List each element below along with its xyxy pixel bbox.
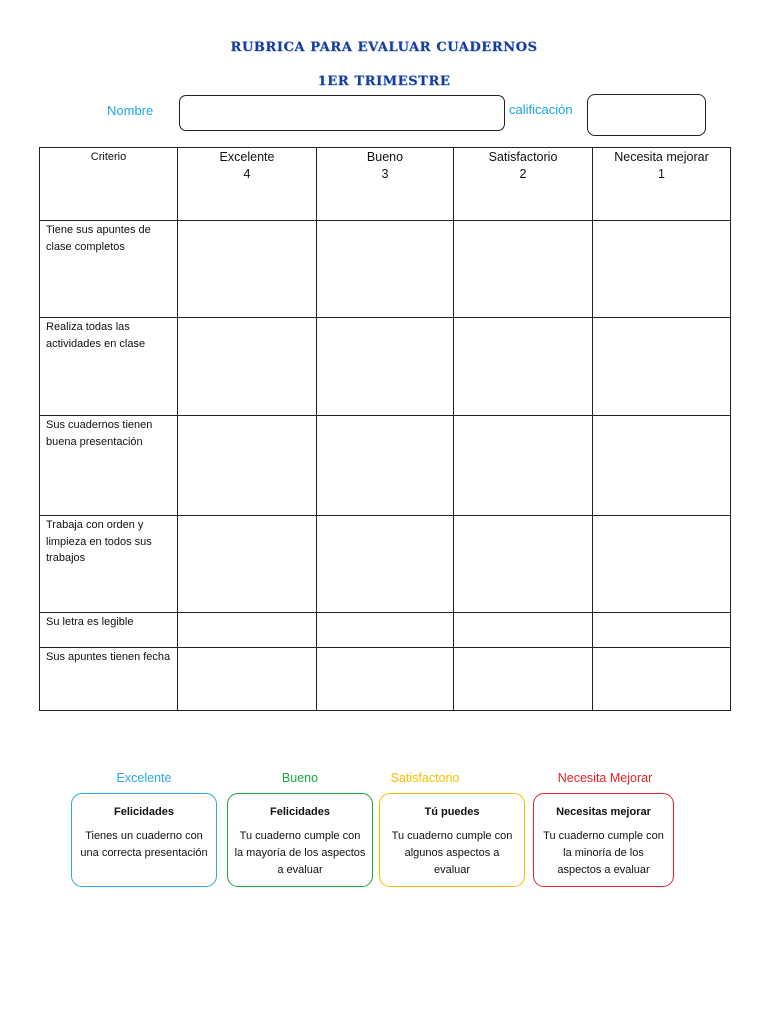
rating-cell[interactable] xyxy=(178,416,317,516)
level-score: 4 xyxy=(243,167,251,181)
table-row xyxy=(40,613,731,648)
level-header xyxy=(593,148,731,221)
level-score: 1 xyxy=(658,167,665,181)
level-name: Bueno xyxy=(366,150,404,164)
rating-cell[interactable] xyxy=(178,516,317,613)
rating-cell[interactable] xyxy=(317,416,454,516)
criterion-cell: Sus cuadernos tienen buena presentación xyxy=(40,416,178,516)
rating-cell[interactable] xyxy=(178,221,317,318)
rating-cell[interactable] xyxy=(593,416,731,516)
rating-cell[interactable] xyxy=(178,648,317,711)
legend-card-bueno xyxy=(227,793,373,887)
legend-card-text: Tu cuaderno cumple con la mayoría de los aspectos a evaluar xyxy=(234,830,366,876)
rating-cell[interactable] xyxy=(593,516,731,613)
legend-card-text: Tu cuaderno cumple con algunos aspectos a evaluar xyxy=(391,830,513,876)
legend-card-necesita-mejorar xyxy=(533,793,674,887)
table-row xyxy=(40,221,731,318)
table-row xyxy=(40,648,731,711)
table-row xyxy=(40,416,731,516)
rating-cell[interactable] xyxy=(317,648,454,711)
table-row xyxy=(40,516,731,613)
legend-card-text: Tu cuaderno cumple con la minoría de los aspectos a evaluar xyxy=(543,830,664,876)
legend-card-title: Necesitas mejorar xyxy=(556,806,651,818)
rating-cell[interactable] xyxy=(454,318,593,416)
legend-card-title: Felicidades xyxy=(270,806,330,818)
rating-cell[interactable] xyxy=(178,318,317,416)
rating-cell[interactable] xyxy=(317,221,454,318)
rating-cell[interactable] xyxy=(454,221,593,318)
level-score: 2 xyxy=(519,167,527,181)
legend-label-excelente: Excelente xyxy=(116,771,172,785)
rating-cell[interactable] xyxy=(454,648,593,711)
legend-card-title: Tú puedes xyxy=(424,806,480,818)
rating-cell[interactable] xyxy=(593,648,731,711)
level-name: Satisfactorio xyxy=(488,150,558,164)
legend-card-title: Felicidades xyxy=(114,806,174,818)
rubric-table xyxy=(39,147,731,711)
rating-cell[interactable] xyxy=(317,613,454,648)
criterion-cell: Tiene sus apuntes de clase completos xyxy=(40,221,178,318)
criterion-cell: Sus apuntes tienen fecha xyxy=(40,648,178,711)
rating-cell[interactable] xyxy=(593,613,731,648)
legend-card-text: Tienes un cuaderno con una correcta presentación xyxy=(80,830,208,859)
legend-label-necesita-mejorar: Necesita Mejorar xyxy=(557,771,653,785)
legend-label-satisfactorio: Satisfactorio xyxy=(390,771,460,785)
rating-cell[interactable] xyxy=(454,613,593,648)
table-header-row xyxy=(40,148,731,221)
level-score: 3 xyxy=(381,167,389,181)
name-label: Nombre xyxy=(107,103,154,118)
rating-cell[interactable] xyxy=(593,221,731,318)
level-header xyxy=(178,148,317,221)
level-header xyxy=(454,148,593,221)
criterion-cell: Su letra es legible xyxy=(40,613,178,648)
name-field[interactable] xyxy=(179,95,505,131)
page-title: RUBRICA PARA EVALUAR CUADERNOS xyxy=(230,40,538,55)
criterion-cell: Realiza todas las actividades en clase xyxy=(40,318,178,416)
rating-cell[interactable] xyxy=(178,613,317,648)
rating-cell[interactable] xyxy=(317,516,454,613)
page-subtitle: 1ER TRIMESTRE xyxy=(317,74,451,89)
rating-cell[interactable] xyxy=(593,318,731,416)
table-row xyxy=(40,318,731,416)
level-header xyxy=(317,148,454,221)
grade-field[interactable] xyxy=(587,94,706,136)
level-name: Excelente xyxy=(219,150,275,164)
rating-cell[interactable] xyxy=(454,416,593,516)
criterion-cell: Trabaja con orden y limpieza en todos sus trabajos xyxy=(40,516,178,613)
criterion-header: Criterio xyxy=(40,148,178,221)
grade-label: calificación xyxy=(509,102,573,117)
level-name: Necesita mejorar xyxy=(614,150,709,164)
legend-card-excelente xyxy=(71,793,217,887)
rating-cell[interactable] xyxy=(454,516,593,613)
legend-card-satisfactorio xyxy=(379,793,525,887)
rating-cell[interactable] xyxy=(317,318,454,416)
legend-label-bueno: Bueno xyxy=(281,771,319,785)
